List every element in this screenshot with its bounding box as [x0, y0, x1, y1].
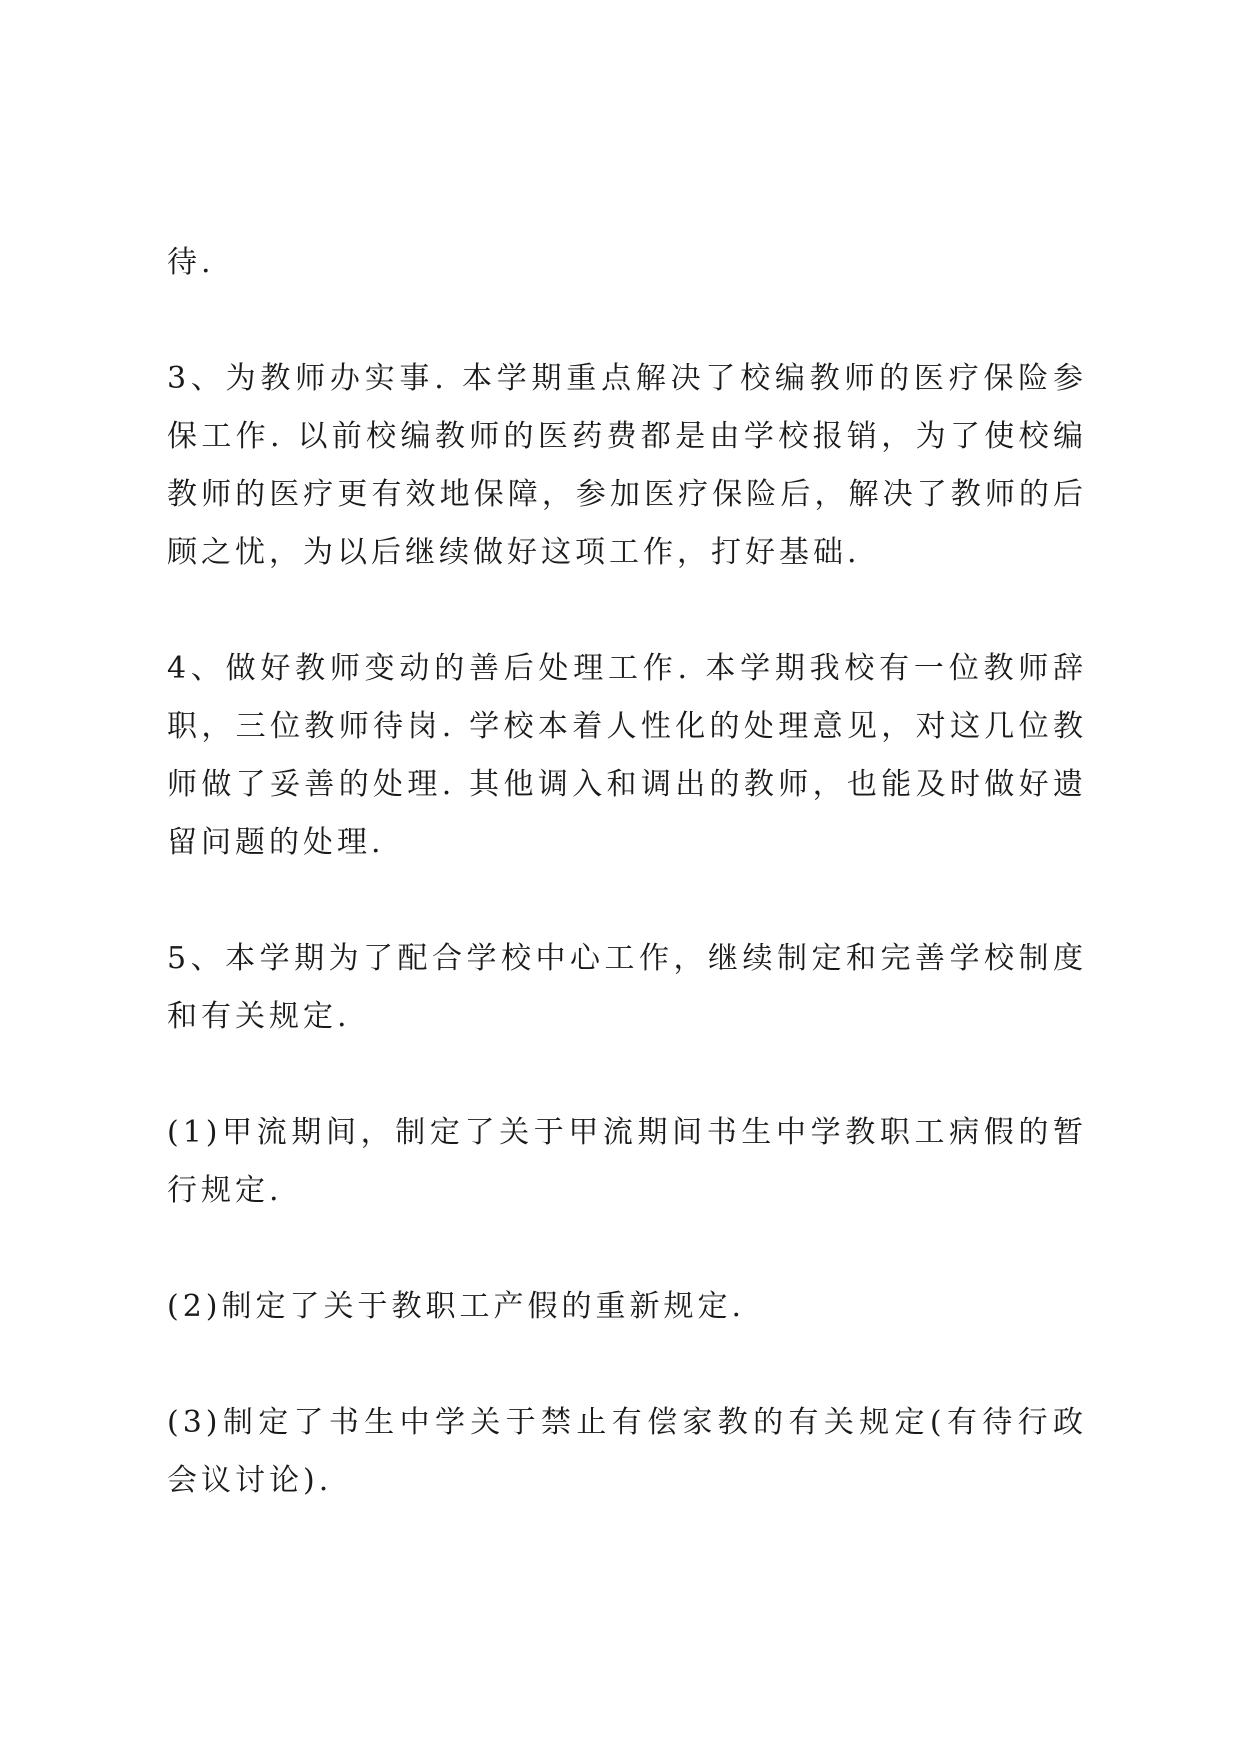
document-body: [167, 234, 1087, 1568]
paragraph-subitem-1: (1)甲流期间，制定了关于甲流期间书生中学教职工病假的暂行规定.: [167, 1115, 1087, 1208]
paragraph-item-3: 3、为教师办实事. 本学期重点解决了校编教师的医疗保险参保工作. 以前校编教师的医药费都是由学校报销，为了使校编教师的医疗更有效地保障，参加医疗保险后，解决了教师的后顾之忧，为以后继续做好这项工作，打好基础.: [167, 361, 1087, 570]
paragraph-item-4: 4、做好教师变动的善后处理工作. 本学期我校有一位教师辞职，三位教师待岗. 学校本着人性化的处理意见，对这几位教师做了妥善的处理. 其他调入和调出的教师，也能及时做好遗留问题的处理.: [167, 651, 1087, 860]
paragraph-continuation: 待.: [167, 245, 215, 280]
paragraph-item-5: 5、本学期为了配合学校中心工作，继续制定和完善学校制度和有关规定.: [167, 941, 1087, 1034]
paragraph-subitem-2: (2)制定了关于教职工产假的重新规定.: [167, 1289, 746, 1324]
paragraph-subitem-3: (3)制定了书生中学关于禁止有偿家教的有关规定(有待行政会议讨论).: [167, 1405, 1087, 1498]
